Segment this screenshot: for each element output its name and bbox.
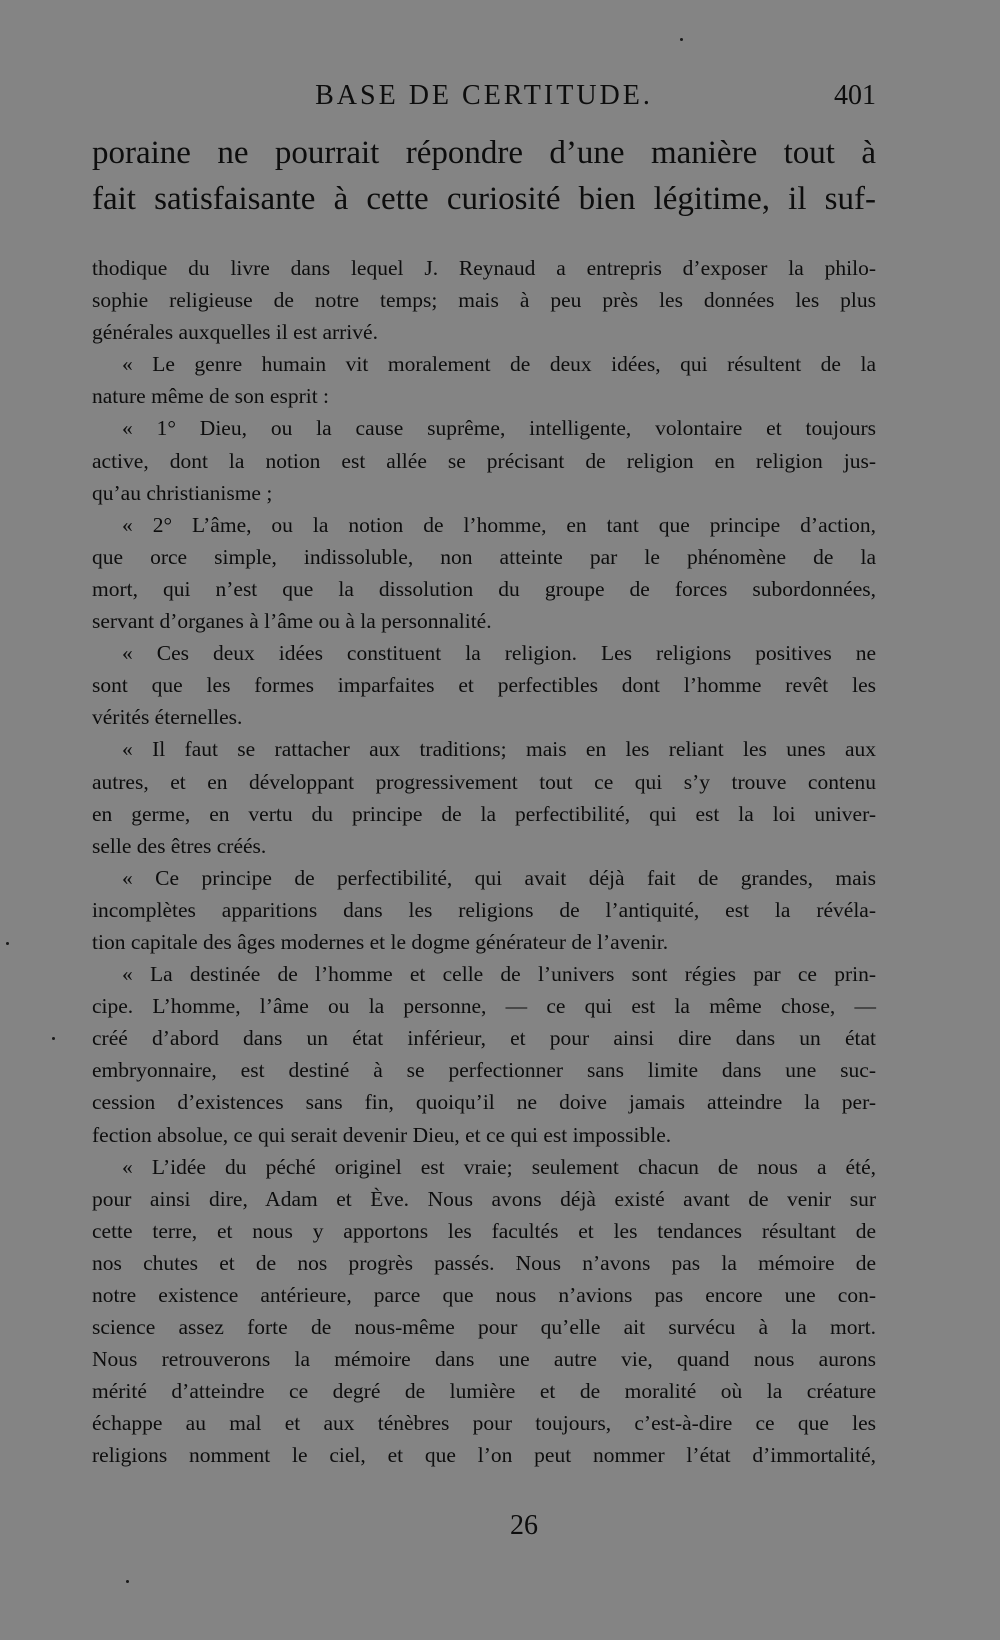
page-number: 401 <box>834 80 876 111</box>
lead-text <box>92 130 876 222</box>
text-line: religions nomment le ciel, et que l’on peut nommer l’état d’immortalité, <box>92 1443 876 1468</box>
text-line: « La destinée de l’homme et celle de l’univers sont régies par ce prin- <box>122 962 876 987</box>
text-line: « Il faut se rattacher aux traditions; mais en les reliant les unes aux <box>122 737 876 762</box>
text-line: sophie religieuse de notre temps; mais à peu près les données les plus <box>92 288 876 313</box>
text-line: incomplètes apparitions dans les religions de l’antiquité, est la révéla- <box>92 897 876 922</box>
text-line: qu’au christianisme ; <box>92 480 273 505</box>
text-line: notre existence antérieure, parce que nous n’avions pas encore une con- <box>92 1283 876 1307</box>
paper-speck <box>52 1037 55 1040</box>
text-line: selle des êtres créés. <box>92 833 267 858</box>
lead-line: poraine ne pourrait répondre d’une manière tout à <box>92 135 876 171</box>
text-line: embryonnaire, est destiné à se perfectionner sans limite dans une suc- <box>92 1058 876 1083</box>
text-line: « 2° L’âme, ou la notion de l’homme, en tant que principe d’action, <box>122 512 876 537</box>
text-line: nos chutes et de nos progrès passés. Nous n’avons pas la mémoire de <box>92 1250 876 1275</box>
paper-speck <box>126 1580 129 1583</box>
text-line: science assez forte de nous-même pour qu’elle ait survécu à la mort. <box>92 1315 876 1340</box>
text-line: sont que les formes imparfaites et perfectibles dont l’homme revêt les <box>92 673 876 698</box>
text-line: thodique du livre dans lequel J. Reynaud a entrepris d’exposer la philo- <box>92 256 876 280</box>
lead-line: fait satisfaisante à cette curiosité bien légitime, il suf- <box>92 181 876 217</box>
signature-mark: 26 <box>510 1510 538 1541</box>
text-line: « Ces deux idées constituent la religion. Les religions positives ne <box>122 641 876 666</box>
text-line: cette terre, et nous y apportons les facultés et les tendances résultant de <box>92 1218 876 1243</box>
text-line: que orce simple, indissoluble, non atteinte par le phénomène de la <box>92 544 876 569</box>
text-line: Nous retrouverons la mémoire dans une autre vie, quand nous aurons <box>92 1347 876 1372</box>
text-line: mérité d’atteindre ce degré de lumière et de moralité où la créature <box>92 1379 876 1404</box>
paper-speck <box>680 38 683 41</box>
text-line: « Ce principe de perfectibilité, qui avait déjà fait de grandes, mais <box>122 865 876 890</box>
page-header <box>92 76 876 116</box>
text-line: nature même de son esprit : <box>92 384 330 409</box>
text-line: en germe, en vertu du principe de la perfectibilité, qui est la loi univer- <box>92 801 876 826</box>
text-line: cipe. L’homme, l’âme ou la personne, — ce qui est la même chose, — <box>92 994 876 1019</box>
text-line: mort, qui n’est que la dissolution du groupe de forces subordonnées, <box>92 576 876 601</box>
text-line: pour ainsi dire, Adam et Ève. Nous avons déjà existé avant de venir sur <box>92 1186 876 1211</box>
running-head: BASE DE CERTITUDE. <box>315 80 653 111</box>
text-line: servant d’organes à l’âme ou à la personnalité. <box>92 609 492 634</box>
text-line: générales auxquelles il est arrivé. <box>92 320 378 345</box>
body-text <box>92 252 876 1472</box>
text-line: tion capitale des âges modernes et le dogme générateur de l’avenir. <box>92 929 669 954</box>
text-line: active, dont la notion est allée se précisant de religion en religion jus- <box>92 448 876 473</box>
text-line: cession d’existences sans fin, quoiqu’il ne doive jamais atteindre la per- <box>92 1090 876 1115</box>
text-line: fection absolue, ce qui serait devenir Dieu, et ce qui est impossible. <box>92 1122 672 1147</box>
text-line: « Le genre humain vit moralement de deux idées, qui résultent de la <box>122 352 876 377</box>
text-line: autres, et en développant progressivement tout ce qui s’y trouve contenu <box>92 769 876 794</box>
paper-speck <box>6 942 9 945</box>
text-line: créé d’abord dans un état inférieur, et pour ainsi dire dans un état <box>92 1026 876 1051</box>
text-line: vérités éternelles. <box>92 705 243 730</box>
text-line: « L’idée du péché originel est vraie; seulement chacun de nous a été, <box>122 1154 876 1179</box>
text-line: « 1° Dieu, ou la cause suprême, intelligente, volontaire et toujours <box>122 416 876 441</box>
text-line: échappe au mal et aux ténèbres pour toujours, c’est-à-dire ce que les <box>92 1411 876 1436</box>
